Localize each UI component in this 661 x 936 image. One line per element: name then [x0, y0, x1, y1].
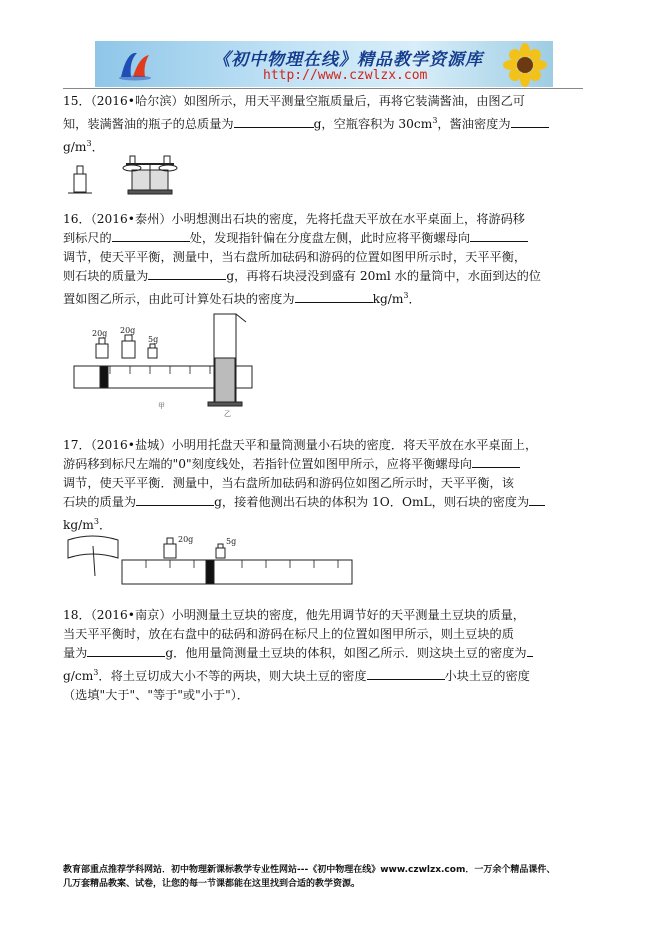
q18-line2: 当天平平衡时，放在右盘中的砝码和游码在标尺上的位置如图甲所示，则土豆块的质 [63, 627, 514, 641]
answer-blank[interactable] [148, 267, 226, 280]
q17-line4: 石块的质量为 g，接着他测出石块的体积为 1O．OmL，则石块的密度为 [63, 493, 583, 512]
q15-line1: 15．（2016•哈尔滨）如图所示，用天平测量空瓶质量后，再将它装满酱油，由图乙可 [63, 94, 525, 108]
q16-line3: 调节，使天平平衡，测量中，当右盘所加砝码和游码的位置如图甲所示时，天平平衡， [63, 250, 527, 264]
q16-line4: 则石块的质量为 g，再将石块浸没到盛有 20ml 水的量筒中，水面到达的位 [63, 269, 541, 283]
answer-blank[interactable] [295, 290, 373, 303]
footer-line2: 几万套精品教案、试卷，让您的每一节课都能在这里找到合适的教学资源。 [63, 879, 361, 889]
answer-blank[interactable] [472, 455, 520, 468]
q18-line5: （选填"大于"、"等于"或"小于"）． [63, 688, 249, 702]
q15-line2: 知，装满酱油的瓶子的总质量为 g，空瓶容积为 $30cm^3$，酱油密度为 [63, 111, 583, 134]
answer-blank[interactable] [112, 229, 190, 242]
answer-blank[interactable] [234, 115, 314, 128]
q16-figure-cylinder [200, 308, 260, 418]
banner-title: 《初中物理在线》精品教学资源库 [213, 50, 483, 70]
q18-line1: 18．（2016•南京）小明测量土豆块的密度，他先用调节好的天平测量土豆块的质量， [63, 608, 525, 622]
figure-caption: 乙 [224, 410, 231, 418]
weight-label: 20g [120, 326, 136, 335]
question-15 [63, 92, 583, 157]
figure-caption: 甲 [158, 402, 165, 410]
question-16 [63, 210, 583, 309]
answer-blank[interactable] [511, 115, 549, 128]
q17-line3: 调节，使天平平衡．测量中，当右盘所加砝码和游码位如图乙所示时，天平平衡，该 [63, 476, 514, 490]
q15-figure [66, 150, 206, 196]
footer-line1: 教育部重点推荐学科网站．初中物理新课标教学专业性网站---《初中物理在线》www.czwlzx.com．一万余个精品课件、 [63, 865, 556, 875]
q17-line5: $kg/m^3$． [63, 517, 112, 532]
page-footer [63, 863, 603, 891]
site-logo-icon [117, 47, 153, 81]
weight-label: 5g [226, 537, 237, 546]
answer-blank[interactable] [367, 667, 445, 680]
answer-blank[interactable] [470, 229, 528, 242]
weight-label: 5g [148, 335, 159, 344]
banner-url: http://www.czwlzx.com [263, 68, 428, 83]
weight-label: 20g [178, 535, 194, 544]
q15-line3: $g/m^3$． [63, 139, 104, 154]
q18-line4: $g/cm^3$．将土豆切成大小不等的两块，则大块土豆的密度 小块土豆的密度 [63, 668, 530, 683]
weight-label: 20g [92, 329, 108, 338]
header-divider [63, 88, 583, 89]
q17-line2: 游码移到标尺左端的"0"刻度线处，若指针位置如图甲所示，应将平衡螺母向 [63, 455, 583, 474]
answer-blank[interactable] [136, 493, 214, 506]
sunflower-icon [503, 43, 547, 87]
q18-line3: 量为 g．他用量筒测量土豆块的体积，如图乙所示．则这块土豆的密度为 [63, 644, 583, 663]
q16-line5: 置如图乙所示，由此可计算处石块的密度为 $kg/m^3$． [63, 291, 421, 306]
header-banner [95, 41, 553, 87]
q16-line1: 16．（2016•泰州）小明想测出石块的密度，先将托盘天平放在水平桌面上，将游码移 [63, 212, 525, 226]
answer-blank[interactable] [87, 644, 165, 657]
answer-blank[interactable] [527, 644, 533, 657]
q16-line2: 到标尺的 处，发现指针偏在分度盘左侧，此时应将平衡螺母向 [63, 229, 583, 248]
q17-figure [66, 528, 356, 590]
question-18 [63, 606, 583, 705]
q17-line1: 17．（2016•盐城）小明用托盘天平和量筒测量小石块的密度．将天平放在水平桌面上， [63, 438, 538, 452]
answer-blank[interactable] [529, 493, 545, 506]
question-17 [63, 436, 583, 535]
